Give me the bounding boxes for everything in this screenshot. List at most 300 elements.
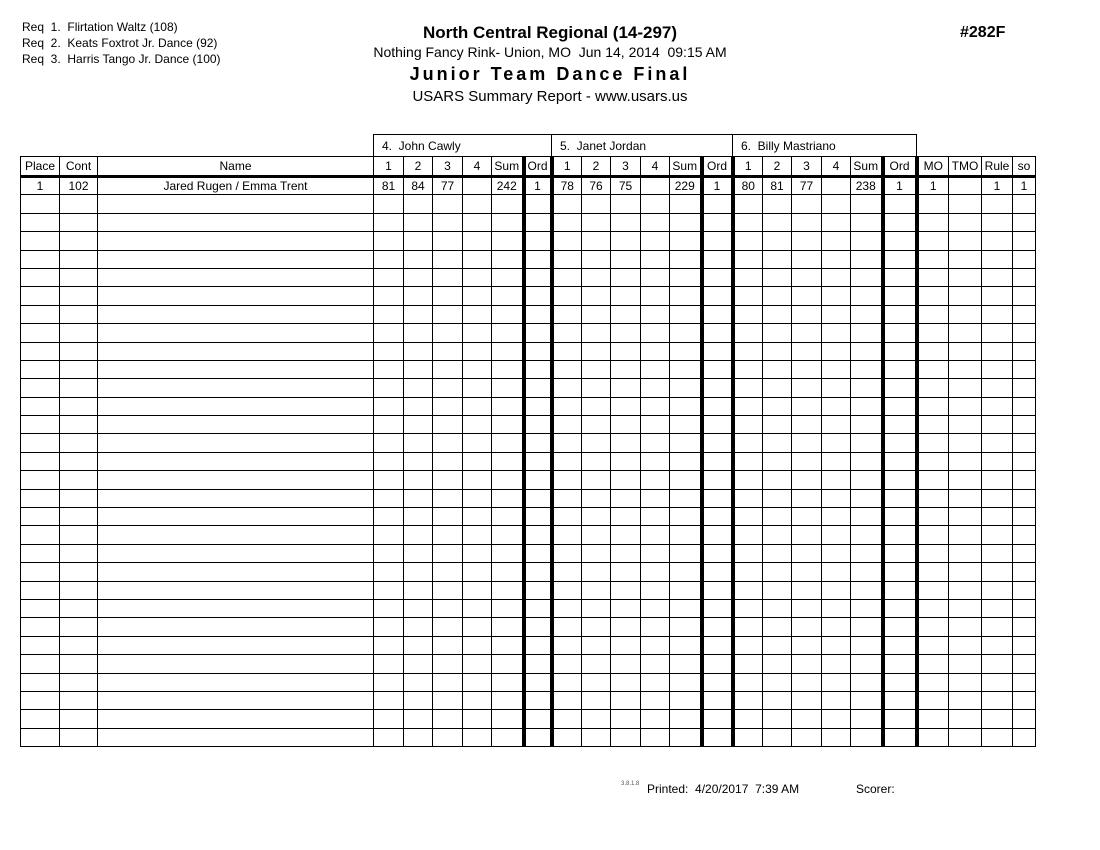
empty-cell — [917, 324, 949, 342]
empty-cell — [949, 655, 982, 673]
empty-cell — [917, 599, 949, 617]
empty-cell — [982, 691, 1013, 709]
empty-cell — [822, 581, 851, 599]
empty-row — [21, 710, 1036, 728]
empty-cell — [433, 544, 463, 562]
empty-cell — [917, 250, 949, 268]
empty-cell — [433, 268, 463, 286]
empty-cell — [982, 268, 1013, 286]
requirement-line: Req 2. Keats Foxtrot Jr. Dance (92) — [22, 36, 218, 50]
tmo-cell — [949, 177, 982, 195]
empty-cell — [982, 195, 1013, 213]
empty-cell — [404, 599, 433, 617]
empty-cell — [21, 508, 60, 526]
empty-cell — [463, 563, 492, 581]
venue-date-line: Nothing Fancy Rink- Union, MO Jun 14, 2014 09:15 AM — [373, 44, 727, 60]
empty-cell — [611, 471, 641, 489]
empty-row — [21, 691, 1036, 709]
empty-cell — [949, 526, 982, 544]
empty-cell — [792, 434, 822, 452]
empty-row — [21, 599, 1036, 617]
empty-cell — [404, 563, 433, 581]
judge2-score-2: 76 — [582, 177, 611, 195]
col-header-mo: MO — [917, 157, 949, 177]
empty-cell — [404, 268, 433, 286]
empty-cell — [98, 250, 374, 268]
empty-cell — [792, 342, 822, 360]
empty-cell — [670, 599, 702, 617]
empty-cell — [792, 544, 822, 562]
empty-cell — [982, 250, 1013, 268]
empty-row — [21, 397, 1036, 415]
empty-cell — [883, 508, 917, 526]
empty-cell — [851, 489, 883, 507]
empty-cell — [404, 360, 433, 378]
judge1-ordinal: 1 — [524, 177, 552, 195]
empty-cell — [733, 636, 763, 654]
empty-cell — [733, 563, 763, 581]
empty-cell — [982, 213, 1013, 231]
empty-cell — [404, 195, 433, 213]
empty-cell — [733, 250, 763, 268]
event-name: Junior Team Dance Final — [409, 64, 691, 84]
empty-cell — [822, 397, 851, 415]
score-table-body — [21, 177, 1036, 747]
empty-cell — [702, 471, 733, 489]
empty-cell — [492, 526, 524, 544]
empty-cell — [733, 268, 763, 286]
empty-cell — [792, 287, 822, 305]
empty-cell — [917, 508, 949, 526]
empty-cell — [792, 508, 822, 526]
empty-cell — [670, 544, 702, 562]
empty-cell — [792, 416, 822, 434]
empty-cell — [763, 379, 792, 397]
empty-cell — [702, 728, 733, 746]
empty-cell — [582, 213, 611, 231]
col-header-judge3-4: 4 — [822, 157, 851, 177]
empty-cell — [641, 581, 670, 599]
judge2-score-1: 78 — [552, 177, 582, 195]
report-name: USARS Summary Report - www.usars.us — [412, 88, 688, 105]
empty-cell — [851, 232, 883, 250]
empty-cell — [670, 195, 702, 213]
empty-cell — [21, 250, 60, 268]
empty-cell — [433, 305, 463, 323]
rule-cell: 1 — [982, 177, 1013, 195]
empty-cell — [949, 213, 982, 231]
empty-cell — [641, 636, 670, 654]
empty-cell — [670, 416, 702, 434]
scorer-label: Scorer: — [856, 782, 895, 796]
empty-cell — [374, 324, 404, 342]
empty-cell — [98, 471, 374, 489]
empty-cell — [611, 526, 641, 544]
empty-cell — [702, 508, 733, 526]
empty-cell — [582, 581, 611, 599]
empty-cell — [1013, 342, 1036, 360]
empty-cell — [792, 563, 822, 581]
empty-cell — [582, 563, 611, 581]
empty-cell — [60, 305, 98, 323]
empty-cell — [552, 213, 582, 231]
col-header-place: Place — [21, 157, 60, 177]
empty-cell — [822, 471, 851, 489]
empty-cell — [641, 416, 670, 434]
empty-cell — [702, 250, 733, 268]
empty-cell — [851, 544, 883, 562]
empty-cell — [374, 728, 404, 746]
empty-cell — [883, 618, 917, 636]
judge-row-spacer — [21, 135, 374, 157]
empty-cell — [60, 563, 98, 581]
empty-cell — [611, 342, 641, 360]
contestant-number-cell: 102 — [60, 177, 98, 195]
empty-cell — [404, 452, 433, 470]
empty-cell — [949, 250, 982, 268]
empty-cell — [582, 360, 611, 378]
empty-cell — [374, 232, 404, 250]
empty-cell — [733, 397, 763, 415]
empty-cell — [733, 434, 763, 452]
contestant-name-cell: Jared Rugen / Emma Trent — [98, 177, 374, 195]
empty-cell — [763, 673, 792, 691]
empty-cell — [702, 526, 733, 544]
empty-row — [21, 544, 1036, 562]
empty-cell — [433, 434, 463, 452]
empty-cell — [670, 342, 702, 360]
empty-cell — [851, 416, 883, 434]
empty-cell — [582, 673, 611, 691]
empty-cell — [463, 250, 492, 268]
col-header-judge1-4: 4 — [463, 157, 492, 177]
empty-cell — [463, 342, 492, 360]
empty-cell — [611, 581, 641, 599]
empty-cell — [792, 379, 822, 397]
empty-cell — [702, 342, 733, 360]
empty-cell — [611, 673, 641, 691]
empty-cell — [374, 195, 404, 213]
empty-cell — [883, 728, 917, 746]
empty-cell — [982, 324, 1013, 342]
empty-cell — [917, 268, 949, 286]
empty-cell — [883, 342, 917, 360]
empty-cell — [552, 360, 582, 378]
empty-cell — [1013, 397, 1036, 415]
empty-cell — [433, 379, 463, 397]
empty-cell — [524, 342, 552, 360]
empty-cell — [21, 195, 60, 213]
empty-cell — [374, 581, 404, 599]
col-header-tmo: TMO — [949, 157, 982, 177]
empty-cell — [883, 213, 917, 231]
empty-cell — [98, 324, 374, 342]
empty-cell — [917, 287, 949, 305]
empty-cell — [463, 599, 492, 617]
empty-cell — [883, 324, 917, 342]
empty-cell — [582, 691, 611, 709]
empty-cell — [552, 305, 582, 323]
empty-cell — [982, 728, 1013, 746]
empty-cell — [582, 324, 611, 342]
empty-cell — [1013, 673, 1036, 691]
empty-cell — [641, 250, 670, 268]
empty-cell — [883, 416, 917, 434]
judge3-score-2: 81 — [763, 177, 792, 195]
empty-cell — [670, 250, 702, 268]
empty-cell — [949, 287, 982, 305]
empty-cell — [763, 434, 792, 452]
empty-cell — [702, 673, 733, 691]
empty-cell — [1013, 508, 1036, 526]
so-cell: 1 — [1013, 177, 1036, 195]
empty-cell — [98, 434, 374, 452]
empty-cell — [1013, 213, 1036, 231]
empty-cell — [552, 342, 582, 360]
empty-row — [21, 305, 1036, 323]
empty-cell — [552, 563, 582, 581]
empty-cell — [822, 691, 851, 709]
empty-cell — [733, 471, 763, 489]
empty-cell — [982, 710, 1013, 728]
empty-cell — [492, 360, 524, 378]
empty-cell — [641, 232, 670, 250]
empty-cell — [582, 655, 611, 673]
empty-cell — [851, 342, 883, 360]
empty-cell — [763, 599, 792, 617]
empty-cell — [463, 655, 492, 673]
empty-row — [21, 452, 1036, 470]
empty-cell — [463, 434, 492, 452]
empty-row — [21, 360, 1036, 378]
empty-cell — [98, 618, 374, 636]
empty-cell — [404, 710, 433, 728]
empty-cell — [492, 563, 524, 581]
empty-cell — [98, 287, 374, 305]
empty-cell — [851, 618, 883, 636]
empty-cell — [1013, 360, 1036, 378]
empty-cell — [763, 213, 792, 231]
empty-cell — [552, 673, 582, 691]
empty-cell — [463, 471, 492, 489]
empty-cell — [883, 526, 917, 544]
col-header-judge1-3: 3 — [433, 157, 463, 177]
empty-row — [21, 655, 1036, 673]
empty-cell — [582, 232, 611, 250]
empty-cell — [851, 563, 883, 581]
empty-cell — [492, 268, 524, 286]
empty-cell — [611, 563, 641, 581]
empty-cell — [883, 673, 917, 691]
empty-cell — [702, 360, 733, 378]
empty-cell — [60, 655, 98, 673]
judge2-score-4 — [641, 177, 670, 195]
empty-cell — [851, 508, 883, 526]
empty-cell — [883, 434, 917, 452]
empty-cell — [641, 360, 670, 378]
empty-cell — [21, 287, 60, 305]
empty-cell — [582, 287, 611, 305]
empty-cell — [670, 728, 702, 746]
empty-cell — [582, 342, 611, 360]
empty-cell — [670, 397, 702, 415]
empty-cell — [1013, 710, 1036, 728]
empty-cell — [374, 691, 404, 709]
empty-cell — [670, 305, 702, 323]
empty-cell — [433, 508, 463, 526]
empty-cell — [1013, 379, 1036, 397]
empty-cell — [822, 728, 851, 746]
col-header-judge2-2: 2 — [582, 157, 611, 177]
empty-cell — [21, 452, 60, 470]
empty-cell — [492, 655, 524, 673]
empty-cell — [982, 618, 1013, 636]
empty-cell — [949, 434, 982, 452]
empty-cell — [733, 213, 763, 231]
empty-cell — [1013, 691, 1036, 709]
empty-cell — [611, 636, 641, 654]
empty-cell — [763, 710, 792, 728]
empty-cell — [21, 268, 60, 286]
empty-cell — [792, 213, 822, 231]
empty-cell — [98, 397, 374, 415]
empty-cell — [883, 489, 917, 507]
empty-cell — [670, 489, 702, 507]
empty-cell — [949, 232, 982, 250]
empty-cell — [917, 728, 949, 746]
empty-cell — [21, 673, 60, 691]
empty-cell — [792, 452, 822, 470]
empty-cell — [949, 379, 982, 397]
empty-cell — [949, 342, 982, 360]
empty-cell — [1013, 416, 1036, 434]
empty-cell — [582, 268, 611, 286]
empty-cell — [763, 305, 792, 323]
empty-cell — [492, 416, 524, 434]
empty-cell — [763, 416, 792, 434]
empty-cell — [733, 379, 763, 397]
empty-cell — [1013, 250, 1036, 268]
empty-cell — [883, 581, 917, 599]
software-version: 3.8.1.8 — [621, 781, 640, 787]
empty-cell — [917, 471, 949, 489]
empty-cell — [917, 416, 949, 434]
empty-cell — [641, 342, 670, 360]
empty-cell — [98, 268, 374, 286]
empty-cell — [883, 471, 917, 489]
empty-cell — [433, 452, 463, 470]
empty-cell — [374, 452, 404, 470]
empty-cell — [404, 471, 433, 489]
empty-cell — [982, 342, 1013, 360]
empty-cell — [792, 581, 822, 599]
empty-cell — [463, 416, 492, 434]
empty-cell — [763, 636, 792, 654]
empty-cell — [822, 360, 851, 378]
empty-cell — [822, 526, 851, 544]
empty-cell — [1013, 618, 1036, 636]
empty-cell — [60, 471, 98, 489]
empty-cell — [641, 544, 670, 562]
empty-cell — [982, 655, 1013, 673]
judge3-score-1: 80 — [733, 177, 763, 195]
empty-cell — [733, 544, 763, 562]
empty-cell — [949, 599, 982, 617]
empty-cell — [883, 397, 917, 415]
empty-cell — [851, 728, 883, 746]
empty-cell — [702, 581, 733, 599]
empty-cell — [463, 636, 492, 654]
empty-cell — [463, 710, 492, 728]
empty-cell — [702, 691, 733, 709]
empty-cell — [822, 452, 851, 470]
empty-cell — [404, 434, 433, 452]
empty-cell — [611, 232, 641, 250]
empty-cell — [917, 434, 949, 452]
judge2-score-3: 75 — [611, 177, 641, 195]
empty-cell — [60, 710, 98, 728]
empty-cell — [822, 655, 851, 673]
empty-cell — [433, 416, 463, 434]
empty-cell — [822, 544, 851, 562]
empty-cell — [374, 268, 404, 286]
empty-cell — [670, 673, 702, 691]
empty-cell — [60, 599, 98, 617]
empty-cell — [98, 636, 374, 654]
empty-cell — [492, 691, 524, 709]
empty-cell — [552, 250, 582, 268]
empty-cell — [763, 508, 792, 526]
empty-cell — [641, 526, 670, 544]
empty-row — [21, 250, 1036, 268]
empty-cell — [21, 489, 60, 507]
empty-cell — [433, 342, 463, 360]
empty-cell — [733, 710, 763, 728]
empty-cell — [492, 324, 524, 342]
empty-cell — [60, 268, 98, 286]
empty-cell — [463, 324, 492, 342]
empty-cell — [982, 544, 1013, 562]
empty-cell — [982, 508, 1013, 526]
empty-cell — [433, 673, 463, 691]
empty-cell — [552, 268, 582, 286]
empty-cell — [611, 508, 641, 526]
empty-cell — [641, 324, 670, 342]
empty-cell — [883, 544, 917, 562]
empty-cell — [670, 324, 702, 342]
empty-cell — [702, 452, 733, 470]
judge-3-name: 6. Billy Mastriano — [733, 135, 917, 157]
empty-cell — [702, 599, 733, 617]
empty-cell — [917, 360, 949, 378]
empty-cell — [98, 416, 374, 434]
empty-cell — [641, 213, 670, 231]
empty-cell — [641, 710, 670, 728]
empty-cell — [463, 728, 492, 746]
empty-cell — [733, 195, 763, 213]
empty-cell — [1013, 324, 1036, 342]
empty-cell — [851, 213, 883, 231]
empty-cell — [822, 673, 851, 691]
empty-cell — [611, 195, 641, 213]
empty-cell — [792, 599, 822, 617]
empty-cell — [582, 728, 611, 746]
empty-cell — [404, 508, 433, 526]
empty-cell — [60, 397, 98, 415]
empty-cell — [582, 618, 611, 636]
empty-cell — [552, 710, 582, 728]
empty-row — [21, 268, 1036, 286]
